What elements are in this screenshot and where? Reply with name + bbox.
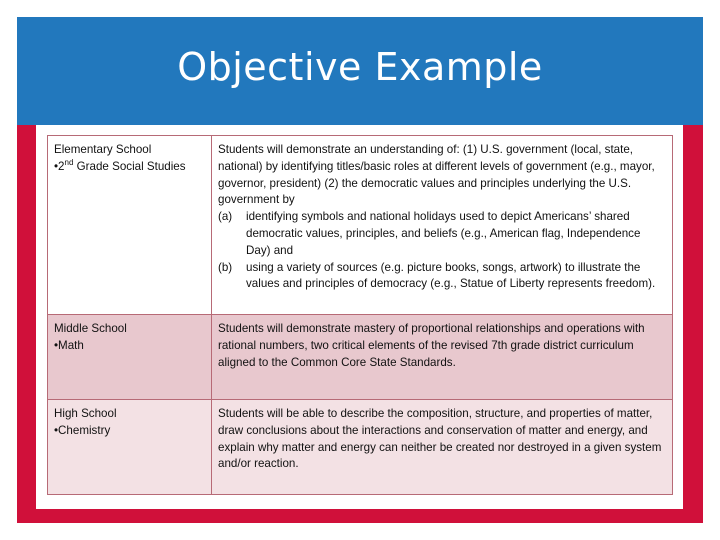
list-marker: (a) — [218, 210, 233, 224]
objectives-table — [47, 135, 673, 495]
subject-label: •Chemistry — [54, 423, 111, 437]
list-item-text: using a variety of sources (e.g. picture books, songs, artwork) to illustrate the values and principles of democracy (e.g., Statue of Liberty represents freedom). — [246, 260, 656, 291]
objective-text: Students will demonstrate mastery of proportional relationships and operations with rational numbers, two critical elements of the revised 7th grade district curriculum aligned to the Common Core State Standards. — [218, 322, 645, 369]
objective-cell-high — [212, 400, 673, 495]
level-name: Middle School — [54, 322, 127, 335]
objective-cell-middle — [212, 315, 673, 400]
level-name: High School — [54, 407, 117, 420]
subject-label: •Math — [54, 338, 84, 352]
subject-prefix: •2 — [54, 159, 65, 173]
table-row-high — [48, 400, 673, 495]
objective-text: Students will be able to describe the composition, structure, and properties of matter, draw conclusions about the interactions and conservation of matter and energy, and explain why matter and energy can neither be created nor destroyed in a given system and/or reaction. — [218, 407, 662, 471]
table-row-middle — [48, 315, 673, 400]
ordinal-suffix: nd — [64, 157, 74, 167]
objective-intro: Students will demonstrate an understanding of: (1) U.S. government (local, state, national) by identifying titles/basic roles at different levels of government (e.g., mayor, governor, president) (2) the democratic values and principles underlying the U.S. government by — [218, 143, 655, 207]
objective-sub-list — [218, 209, 667, 293]
list-item — [218, 260, 667, 294]
subject-label — [54, 159, 206, 176]
level-cell-high — [48, 400, 212, 495]
objective-cell-elementary — [212, 136, 673, 315]
level-name: Elementary School — [54, 143, 152, 156]
slide-title: Objective Example — [177, 45, 543, 89]
level-cell-middle — [48, 315, 212, 400]
table-row-elementary — [48, 136, 673, 315]
title-band — [17, 17, 703, 125]
subject-suffix: Grade Social Studies — [73, 159, 186, 173]
list-item — [218, 209, 667, 259]
list-marker: (b) — [218, 260, 233, 274]
list-item-text: identifying symbols and national holidays used to depict Americans’ shared democratic values, principles, and beliefs (e.g., American flag, Independence Day) and — [246, 210, 641, 257]
level-cell-elementary — [48, 136, 212, 315]
